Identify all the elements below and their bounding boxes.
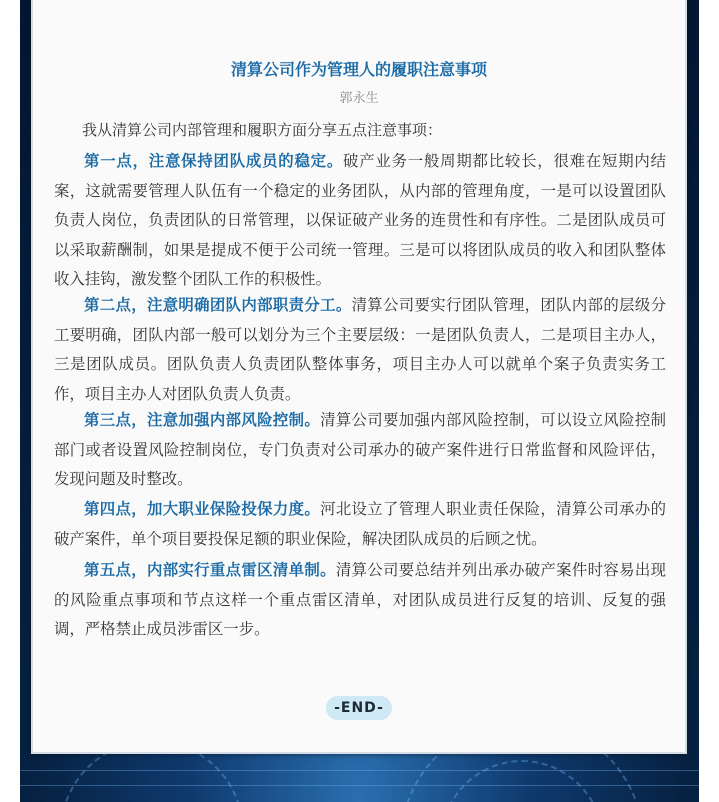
- article-author: 郭永生: [339, 91, 379, 106]
- article-card: [33, 0, 685, 752]
- point-heading: 第四点，加大职业保险投保力度。: [84, 500, 321, 518]
- point-body: 河北设立了管理人职业责任保险，清算公司承办的破产案件，单个项目要投保足额的职业保险，解决团队成员的后顾之忧。: [54, 500, 666, 548]
- point-body: 破产业务一般周期都比较长，很难在短期内结案，这就需要管理人队伍有一个稳定的业务团队，从内部的管理角度，一是可以设置团队负责人岗位，负责团队的日常管理，以保证破产业务的连贯性和有序性。二是团队成员可以采取薪酬制，如果是提成不便于公司统一管理。三是可以将团队成员的收入和团队整体收入挂钩，激发整个团队工作的积极性。: [54, 152, 666, 288]
- point-paragraph-4: [54, 495, 666, 554]
- point-paragraph-3: [54, 406, 666, 495]
- point-heading: 第五点，内部实行重点雷区清单制。: [84, 561, 336, 579]
- point-body: 清算公司要实行团队管理，团队内部的层级分工要明确，团队内部一般可以划分为三个主要层级：一是团队负责人，二是项目主办人，三是团队成员。团队负责人负责团队整体事务，项目主办人可以就单个案子负责实务工作，项目主办人对团队负责人负责。: [54, 296, 666, 403]
- point-heading: 第三点，注意加强内部风险控制。: [84, 411, 321, 429]
- article-title: 清算公司作为管理人的履职注意事项: [230, 60, 487, 79]
- article-intro: 我从清算公司内部管理和履职方面分享五点注意事项：: [82, 121, 443, 139]
- point-paragraph-5: [54, 556, 666, 645]
- point-heading: 第二点，注意明确团队内部职责分工。: [84, 296, 352, 314]
- point-body: 清算公司要加强内部风险控制，可以设立风险控制部门或者设置风险控制岗位，专门负责对公司承办的破产案件进行日常监督和风险评估，发现问题及时整改。: [54, 411, 666, 488]
- end-badge: -END-: [326, 696, 392, 720]
- point-paragraph-1: [54, 147, 666, 295]
- circuit-line-decoration: [20, 785, 699, 786]
- point-paragraph-2: [54, 291, 666, 409]
- point-heading: 第一点，注意保持团队成员的稳定。: [84, 152, 344, 170]
- circuit-line-decoration: [20, 770, 699, 771]
- point-body: 清算公司要总结并列出承办破产案件时容易出现的风险重点事项和节点这样一个重点雷区清单，对团队成员进行反复的培训、反复的强调，严格禁止成员涉雷区一步。: [54, 561, 666, 638]
